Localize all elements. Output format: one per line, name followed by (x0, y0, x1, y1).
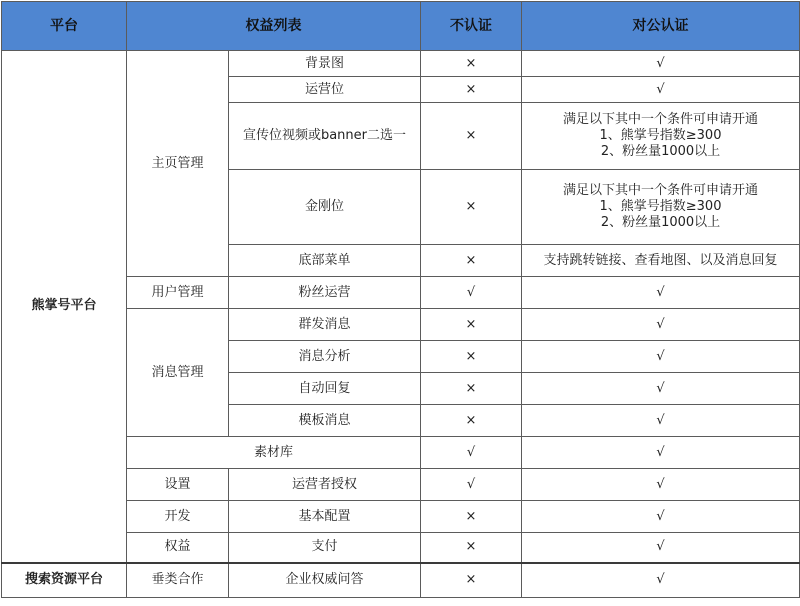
requirement-line: 1、熊掌号指数≥300 (599, 128, 722, 143)
corp-cert-value: √ (522, 437, 800, 469)
item-name: 基本配置 (229, 501, 421, 533)
header-row (2, 2, 800, 51)
corp-cert-value: √ (522, 51, 800, 77)
item-name: 消息分析 (229, 341, 421, 373)
group-material: 素材库 (127, 437, 421, 469)
platform-xiongzhang: 熊掌号平台 (2, 51, 127, 563)
requirement-line: 1、熊掌号指数≥300 (599, 199, 722, 214)
corp-cert-requirements (522, 103, 800, 170)
no-cert-value: × (421, 103, 522, 170)
no-cert-value: × (421, 309, 522, 341)
corp-cert-requirements (522, 170, 800, 245)
corp-cert-value: √ (522, 277, 800, 309)
corp-cert-value: √ (522, 563, 800, 598)
item-name: 底部菜单 (229, 245, 421, 277)
corp-cert-value: √ (522, 309, 800, 341)
item-name: 运营者授权 (229, 469, 421, 501)
header-corp-cert: 对公认证 (522, 2, 800, 51)
no-cert-value: √ (421, 277, 522, 309)
rights-table (1, 1, 800, 598)
item-name: 自动回复 (229, 373, 421, 405)
requirement-line: 2、粉丝量1000以上 (600, 215, 721, 230)
header-rights-list: 权益列表 (127, 2, 421, 51)
no-cert-value: × (421, 373, 522, 405)
group-home: 主页管理 (127, 51, 229, 277)
corp-cert-value: √ (522, 373, 800, 405)
item-name: 宣传位视频或banner二选一 (229, 103, 421, 170)
corp-cert-value: √ (522, 77, 800, 103)
requirement-line: 2、粉丝量1000以上 (600, 144, 721, 159)
corp-cert-value: √ (522, 533, 800, 563)
no-cert-value: × (421, 341, 522, 373)
group-settings: 设置 (127, 469, 229, 501)
table-row (2, 563, 800, 598)
no-cert-value: × (421, 170, 522, 245)
header-no-cert: 不认证 (421, 2, 522, 51)
corp-cert-value: √ (522, 469, 800, 501)
header-platform: 平台 (2, 2, 127, 51)
no-cert-value: × (421, 501, 522, 533)
no-cert-value: × (421, 245, 522, 277)
corp-cert-value: √ (522, 501, 800, 533)
requirement-line: 满足以下其中一个条件可申请开通 (562, 112, 758, 127)
item-name: 群发消息 (229, 309, 421, 341)
item-name: 粉丝运营 (229, 277, 421, 309)
item-name: 金刚位 (229, 170, 421, 245)
group-benefits: 权益 (127, 533, 229, 563)
group-message: 消息管理 (127, 309, 229, 437)
corp-cert-value: √ (522, 405, 800, 437)
no-cert-value: × (421, 405, 522, 437)
no-cert-value: √ (421, 469, 522, 501)
group-vertical: 垂类合作 (127, 563, 229, 598)
no-cert-value: × (421, 77, 522, 103)
group-user: 用户管理 (127, 277, 229, 309)
item-name: 背景图 (229, 51, 421, 77)
corp-cert-value: 支持跳转链接、查看地图、以及消息回复 (522, 245, 800, 277)
requirement-line: 满足以下其中一个条件可申请开通 (562, 183, 758, 198)
no-cert-value: × (421, 563, 522, 598)
table-row (2, 51, 800, 77)
item-name: 模板消息 (229, 405, 421, 437)
item-name: 运营位 (229, 77, 421, 103)
corp-cert-value: √ (522, 341, 800, 373)
item-name: 企业权威问答 (229, 563, 421, 598)
platform-search: 搜索资源平台 (2, 563, 127, 598)
item-name: 支付 (229, 533, 421, 563)
no-cert-value: √ (421, 437, 522, 469)
no-cert-value: × (421, 51, 522, 77)
group-develop: 开发 (127, 501, 229, 533)
no-cert-value: × (421, 533, 522, 563)
